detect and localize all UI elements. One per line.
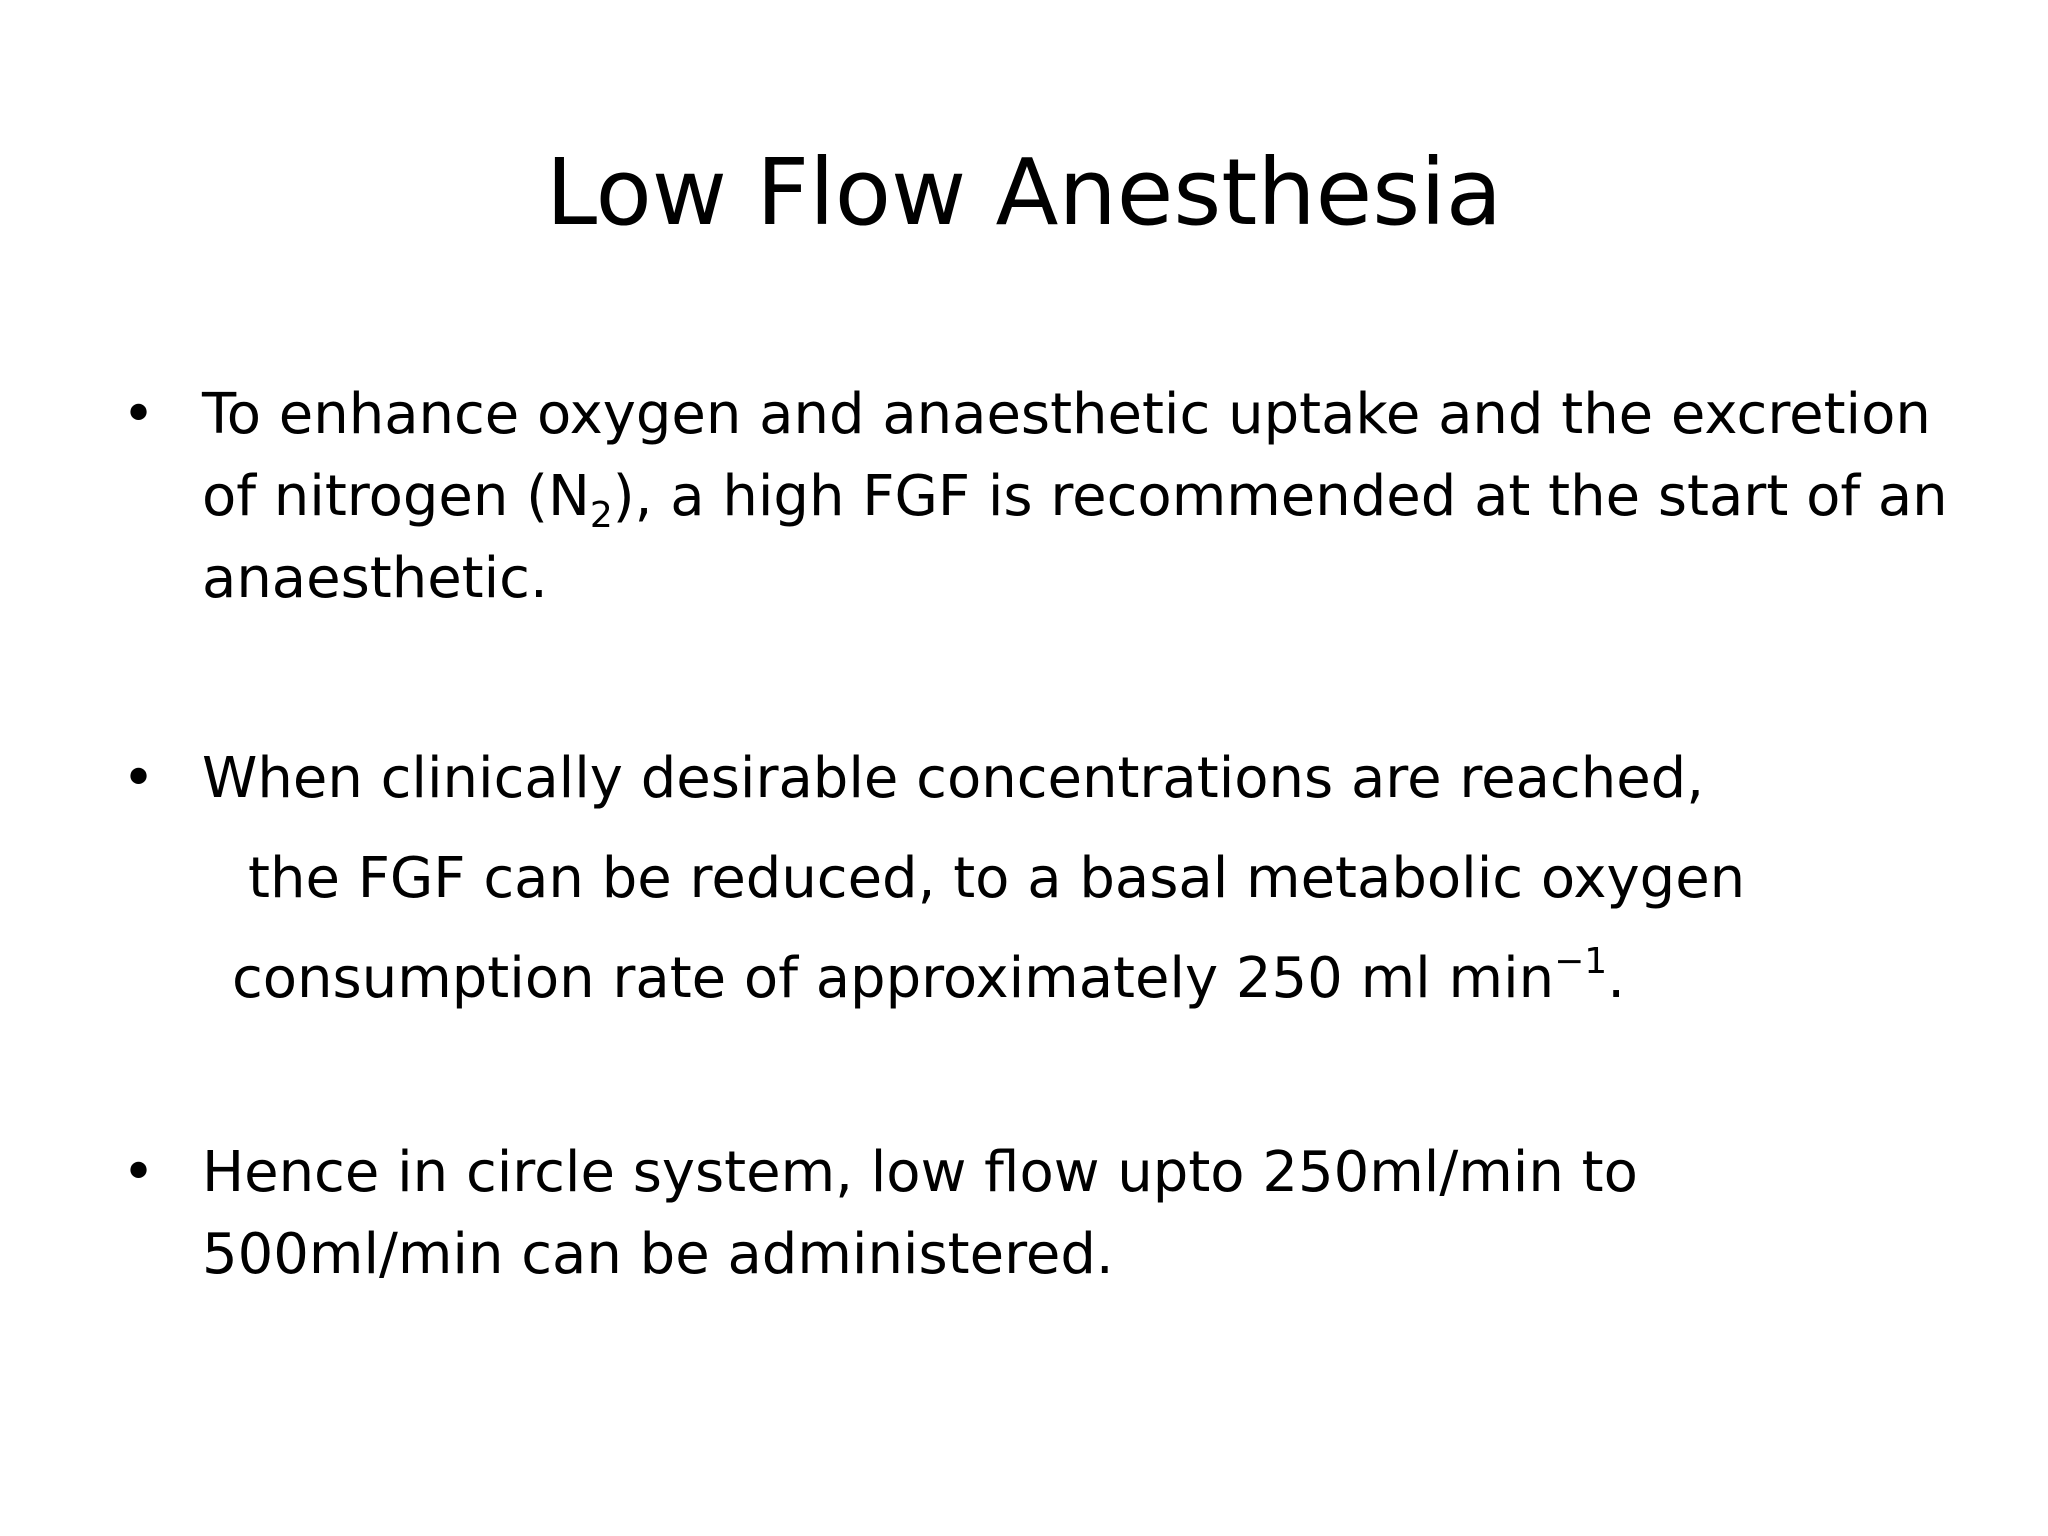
bullet-3-line-2: 500ml/min can be administered.: [202, 1222, 1114, 1287]
bullet-1-line-2-pre: of nitrogen (N: [202, 464, 590, 529]
bullet-2-dot: •: [122, 746, 156, 811]
bullet-2-line-3: [232, 938, 1625, 1020]
bullet-3-dot: •: [122, 1140, 156, 1205]
nitrogen-subscript: 2: [589, 495, 613, 536]
bullet-1-dot: •: [122, 382, 156, 447]
slide-title: Low Flow Anesthesia: [545, 139, 1503, 246]
bullet-2-line-3-pre: consumption rate of approximately 250 ml min: [232, 946, 1555, 1011]
bullet-1-line-3: anaesthetic.: [202, 546, 548, 611]
bullet-2-line-1: When clinically desirable concentrations are reached,: [202, 746, 1704, 811]
per-minute-superscript: −1: [1554, 941, 1608, 982]
bullet-1-line-2: [202, 456, 1948, 538]
bullet-1-line-2-post: ), a high FGF is recommended at the start of an: [612, 464, 1948, 529]
bullet-1-line-1: To enhance oxygen and anaesthetic uptake and the excretion: [202, 382, 1931, 447]
bullet-2-line-2: the FGF can be reduced, to a basal metabolic oxygen: [248, 846, 1746, 911]
bullet-2-line-3-post: .: [1607, 946, 1626, 1011]
bullet-3-line-1: Hence in circle system, low flow upto 250ml/min to: [202, 1140, 1638, 1205]
